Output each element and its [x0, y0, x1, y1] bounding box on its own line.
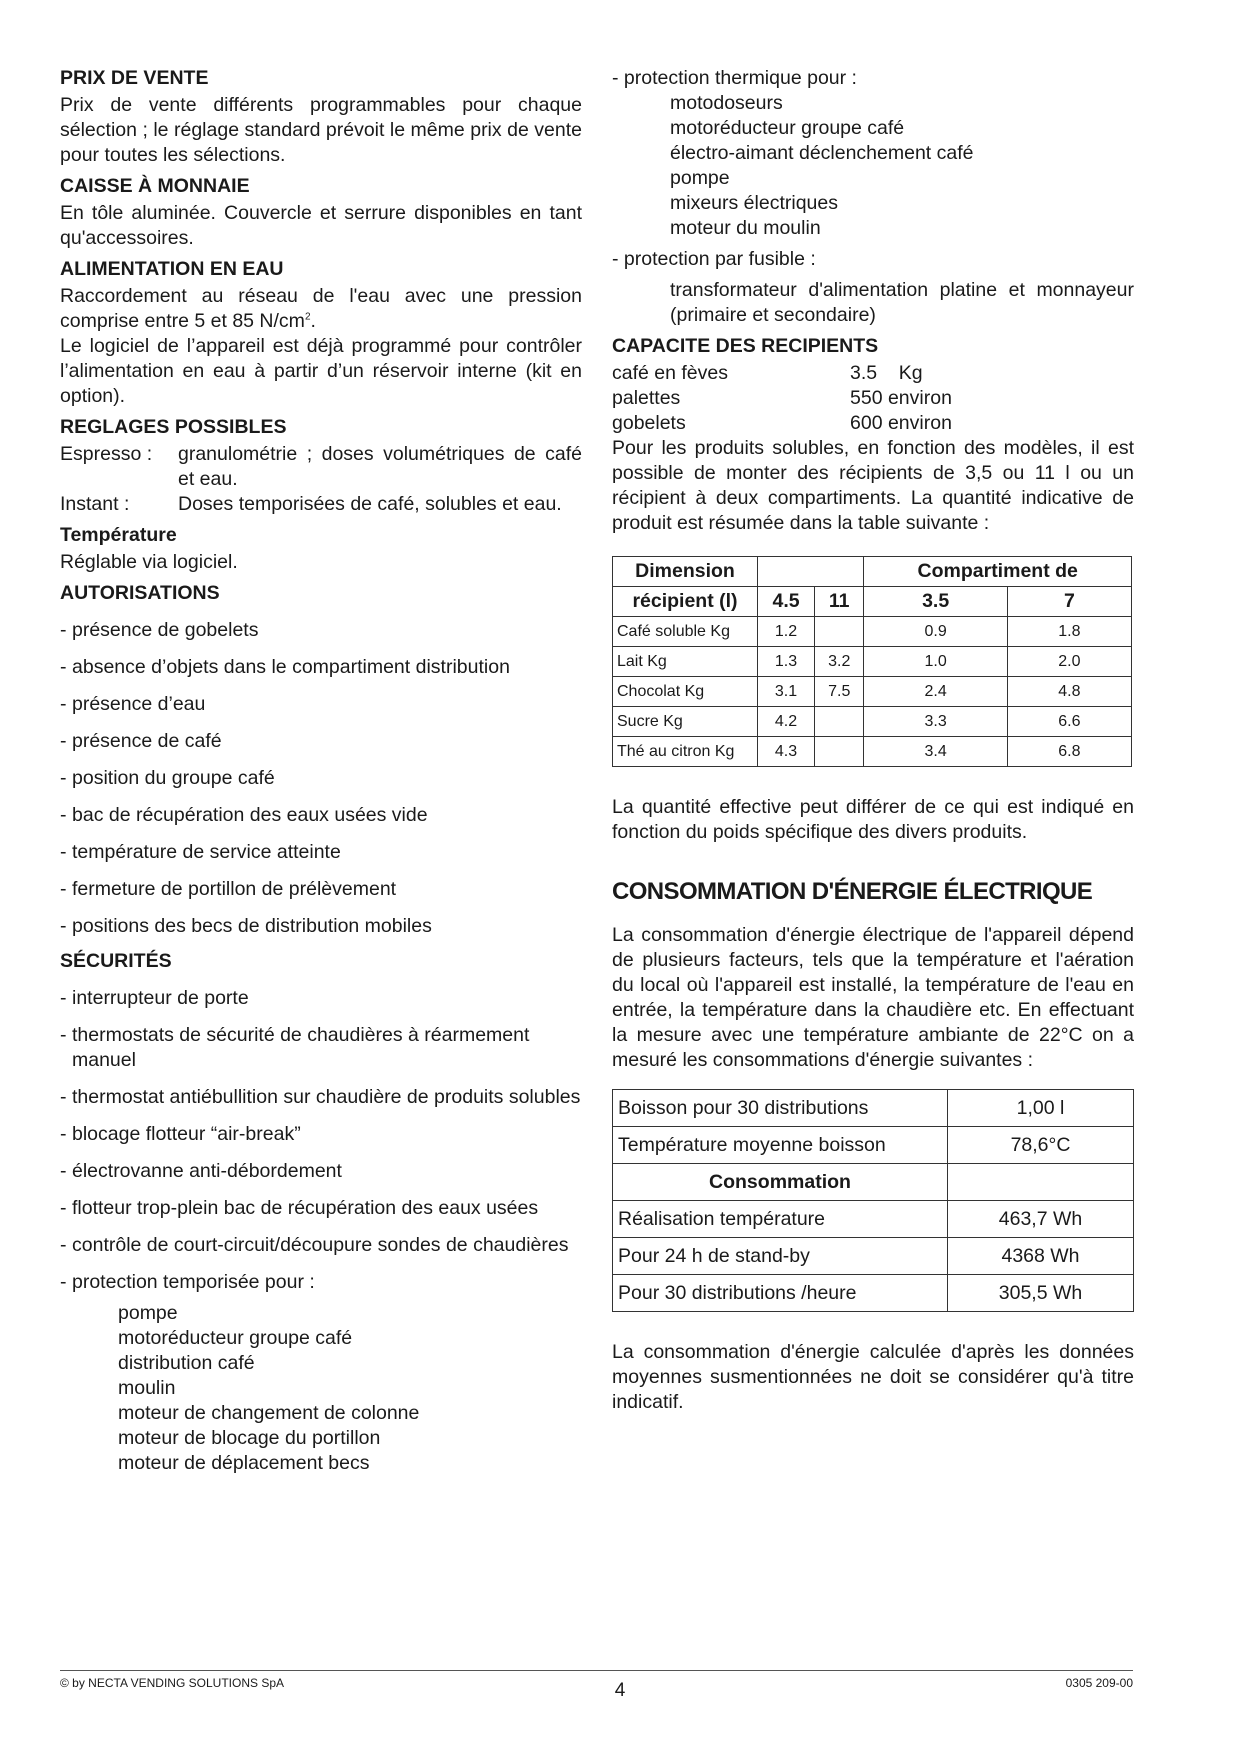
sub-list-item: motoréducteur groupe café: [118, 1327, 353, 1349]
note-text: La quantité effective peut différer de ce qui est indiqué en fonction du poids spécifique des divers produits.: [612, 796, 1134, 843]
table-header-cell: 11: [815, 587, 864, 617]
section-title-prix: PRIX DE VENTE: [60, 67, 209, 89]
footer-divider: [60, 1670, 1133, 1671]
list-item: - interrupteur de porte: [60, 987, 249, 1009]
sub-list-item: moteur de déplacement becs: [118, 1452, 370, 1474]
list-item: - électrovanne anti-débordement: [60, 1160, 342, 1182]
section-title-energie: CONSOMMATION D'ÉNERGIE ÉLECTRIQUE: [612, 878, 1093, 905]
sub-list-item: moteur du moulin: [670, 217, 821, 239]
list-item: - absence d’objets dans le compartiment distribution: [60, 656, 510, 678]
sub-list-item: électro-aimant déclenchement café: [670, 142, 974, 164]
list-item: - température de service atteinte: [60, 841, 341, 863]
section-title-capacite: CAPACITE DES RECIPIENTS: [612, 335, 879, 357]
sub-list-item: motodoseurs: [670, 92, 783, 114]
footer-copyright: © by NECTA VENDING SOLUTIONS SpA: [60, 1676, 285, 1690]
caisse-text: En tôle aluminée. Couvercle et serrure disponibles en tant qu'accessoires.: [60, 202, 582, 249]
right-column: [612, 66, 1134, 1415]
energie-text: La consommation d'énergie électrique de l'appareil dépend de plusieurs facteurs, tels que la température et l'aération du local où l'appareil est installé, la température de l'eau en entrée, la température dans la chaudière etc. En effectuant la mesure avec une température ambiante de 22°C on a mesuré les consommations d'énergie suivantes :: [612, 924, 1134, 1071]
section-title-caisse: CAISSE À MONNAIE: [60, 175, 250, 197]
protection-thermique-list: [612, 91, 1134, 241]
protection-fusible-label: - protection par fusible :: [612, 248, 816, 270]
protection-temporisee-sublist: [60, 1301, 582, 1476]
prix-text: Prix de vente différents programmables pour chaque sélection ; le réglage standard prévoit le même prix de vente pour toutes les sélections.: [60, 94, 582, 166]
section-title-autorisations: AUTORISATIONS: [60, 582, 220, 604]
securites-list: [60, 986, 582, 1295]
table-row: Café soluble Kg 1.2 0.9 1.8: [613, 617, 1132, 647]
list-item: - fermeture de portillon de prélèvement: [60, 878, 397, 900]
left-column: [60, 66, 582, 1476]
capacite-row: gobelets 600 environ: [612, 412, 952, 434]
energy-table: [612, 1089, 1134, 1312]
temperature-text: Réglable via logiciel.: [60, 551, 238, 573]
capacity-table: [612, 556, 1132, 767]
alimentation-text-1: [60, 284, 582, 334]
list-item: - présence de gobelets: [60, 619, 259, 641]
table-row: Boisson pour 30 distributions 1,00 l: [613, 1090, 1134, 1127]
sub-list-item: moulin: [118, 1377, 176, 1399]
alimentation-text-2: Le logiciel de l’appareil est déjà programmé pour contrôler l’alimentation en eau à partir d’un réservoir interne (kit en option).: [60, 335, 582, 407]
list-item: - protection temporisée pour :: [60, 1271, 315, 1293]
sub-list-item: moteur de blocage du portillon: [118, 1427, 381, 1449]
page-number: 4: [614, 1680, 626, 1701]
sub-list-item: motoréducteur groupe café: [670, 117, 905, 139]
section-title-alimentation: ALIMENTATION EN EAU: [60, 258, 284, 280]
table-header-cell: Dimension: [613, 557, 758, 587]
capacite-text: Pour les produits solubles, en fonction des modèles, il est possible de monter des récipients de 3,5 ou 11 l ou un récipient à deux compartiments. La quantité indicative de produit est résumée dans la table suivante :: [612, 437, 1134, 534]
table-header-cell: 4.5: [758, 587, 815, 617]
reglage-label: Instant :: [60, 493, 130, 515]
list-item: - présence d’eau: [60, 693, 206, 715]
list-item: - thermostat antiébullition sur chaudière de produits solubles: [60, 1086, 581, 1108]
table-row: Consommation: [613, 1164, 1134, 1201]
alimentation-text-1-main: Raccordement au réseau de l'eau avec une pression comprise entre 5 et 85 N/cm: [60, 285, 582, 332]
section-title-reglages: REGLAGES POSSIBLES: [60, 416, 287, 438]
table-row: Lait Kg 1.3 3.2 1.0 2.0: [613, 647, 1132, 677]
table-header-cell: [758, 557, 864, 587]
sub-list-item: distribution café: [118, 1352, 255, 1374]
protection-fusible-text: transformateur d'alimentation platine et monnayeur (primaire et secondaire): [670, 279, 1134, 326]
table-header-row: [613, 557, 1132, 587]
energie-final-text: La consommation d'énergie calculée d'après les données moyennes susmentionnées ne doit se considérer qu'à titre indicatif.: [612, 1341, 1134, 1413]
list-item: - bac de récupération des eaux usées vide: [60, 804, 428, 826]
capacite-row: palettes 550 environ: [612, 387, 952, 409]
list-item: - flotteur trop-plein bac de récupération des eaux usées: [60, 1197, 539, 1219]
sub-list-item: mixeurs électriques: [670, 192, 838, 214]
section-title-temperature: Température: [60, 524, 177, 546]
table-row: Sucre Kg 4.2 3.3 6.6: [613, 707, 1132, 737]
list-item: - présence de café: [60, 730, 222, 752]
table-header-cell: Compartiment de: [864, 557, 1132, 587]
table-row: Thé au citron Kg 4.3 3.4 6.8: [613, 737, 1132, 767]
table-header-row: [613, 587, 1132, 617]
table-row: Chocolat Kg 3.1 7.5 2.4 4.8: [613, 677, 1132, 707]
list-item: - positions des becs de distribution mobiles: [60, 915, 432, 937]
table-header-cell: récipient (l): [613, 587, 758, 617]
footer-doc-code: 0305 209-00: [1065, 1676, 1133, 1690]
reglage-value: Doses temporisées de café, solubles et eau.: [178, 493, 562, 515]
table-header-cell: 7: [1007, 587, 1131, 617]
table-row: Réalisation température 463,7 Wh: [613, 1201, 1134, 1238]
sub-list-item: moteur de changement de colonne: [118, 1402, 420, 1424]
protection-thermique-label: - protection thermique pour :: [612, 67, 857, 89]
alimentation-sup: 2: [304, 311, 311, 323]
table-row: Pour 30 distributions /heure 305,5 Wh: [613, 1275, 1134, 1312]
table-row: Pour 24 h de stand-by 4368 Wh: [613, 1238, 1134, 1275]
list-item: - thermostats de sécurité de chaudières à réarmement manuel: [60, 1024, 530, 1071]
section-title-securites: SÉCURITÉS: [60, 950, 172, 972]
list-item: - contrôle de court-circuit/découpure sondes de chaudières: [60, 1234, 569, 1256]
reglage-row-instant: [60, 492, 582, 517]
list-item: - blocage flotteur “air-break”: [60, 1123, 301, 1145]
table-row: Température moyenne boisson 78,6°C: [613, 1127, 1134, 1164]
sub-list-item: pompe: [118, 1302, 178, 1324]
list-item: - position du groupe café: [60, 767, 275, 789]
reglage-value: granulométrie ; doses volumétriques de café et eau.: [178, 443, 582, 490]
reglage-label: Espresso :: [60, 443, 153, 465]
reglage-row-espresso: [60, 442, 582, 492]
table-header-cell: 3.5: [864, 587, 1007, 617]
alimentation-text-1-end: .: [310, 310, 316, 332]
autorisations-list: [60, 618, 582, 939]
capacite-row: café en fèves 3.5 Kg: [612, 362, 923, 384]
sub-list-item: pompe: [670, 167, 730, 189]
